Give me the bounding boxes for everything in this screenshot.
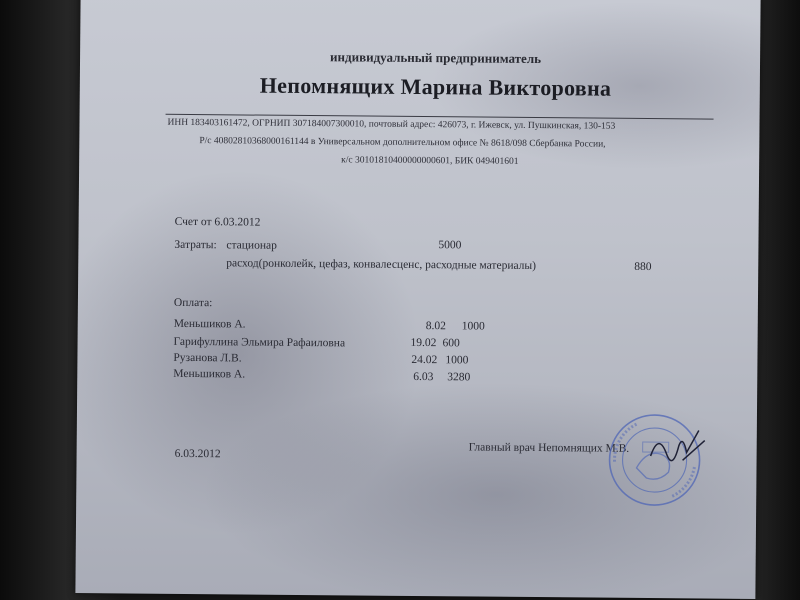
payment-amount: 1000 (461, 320, 485, 333)
document-subtitle: индивидуальный предприниматель (330, 49, 542, 67)
payment-amount: 3280 (447, 371, 471, 384)
cost-amount: 880 (634, 260, 652, 274)
cost-item: стационар (226, 239, 277, 252)
payment-date: 24.02 (411, 353, 438, 367)
requisites-line-1: ИНН 183403161472, ОГРНИП 307184007300010, почтовый адрес: 426073, г. Ижевск, ул. Пушкинская, 130-153 (167, 117, 616, 132)
payment-payer: Гарифуллина Эльмира Рафаиловна (173, 335, 346, 350)
payment-amount: 600 (442, 337, 460, 350)
payment-payer: Меньшиков А. (173, 317, 246, 331)
costs-label: Затраты: (174, 238, 217, 252)
payment-date: 6.03 (413, 370, 434, 384)
payment-payer: Рузанова Л.В. (173, 351, 242, 365)
cost-amount: 5000 (438, 239, 462, 252)
entrepreneur-name: Непомнящих Марина Викторовна (259, 72, 612, 101)
payment-amount: 1000 (445, 354, 469, 367)
payment-date: 19.02 (410, 336, 437, 350)
invoice-title: Счет от 6.03.2012 (174, 215, 261, 229)
cost-item: расход(ронколейк, цефаз, конвалесценс, расходные материалы) (226, 257, 537, 273)
payment-date: 8.02 (425, 320, 446, 333)
payment-label: Оплата: (173, 296, 213, 310)
footer-date: 6.03.2012 (174, 447, 221, 461)
signature-label: Главный врач Непомнящих М.В. (468, 441, 630, 455)
handwritten-signature-icon (646, 426, 706, 477)
payment-payer: Меньшиков А. (173, 367, 246, 381)
requisites-line-3: к/с 30101810400000000601, БИК 049401601 (341, 155, 519, 167)
invoice-document (75, 0, 760, 599)
requisites-line-2: Р/с 40802810368000161144 в Универсальном дополнительном офисе № 8618/098 Сбербанка России, (199, 136, 606, 150)
